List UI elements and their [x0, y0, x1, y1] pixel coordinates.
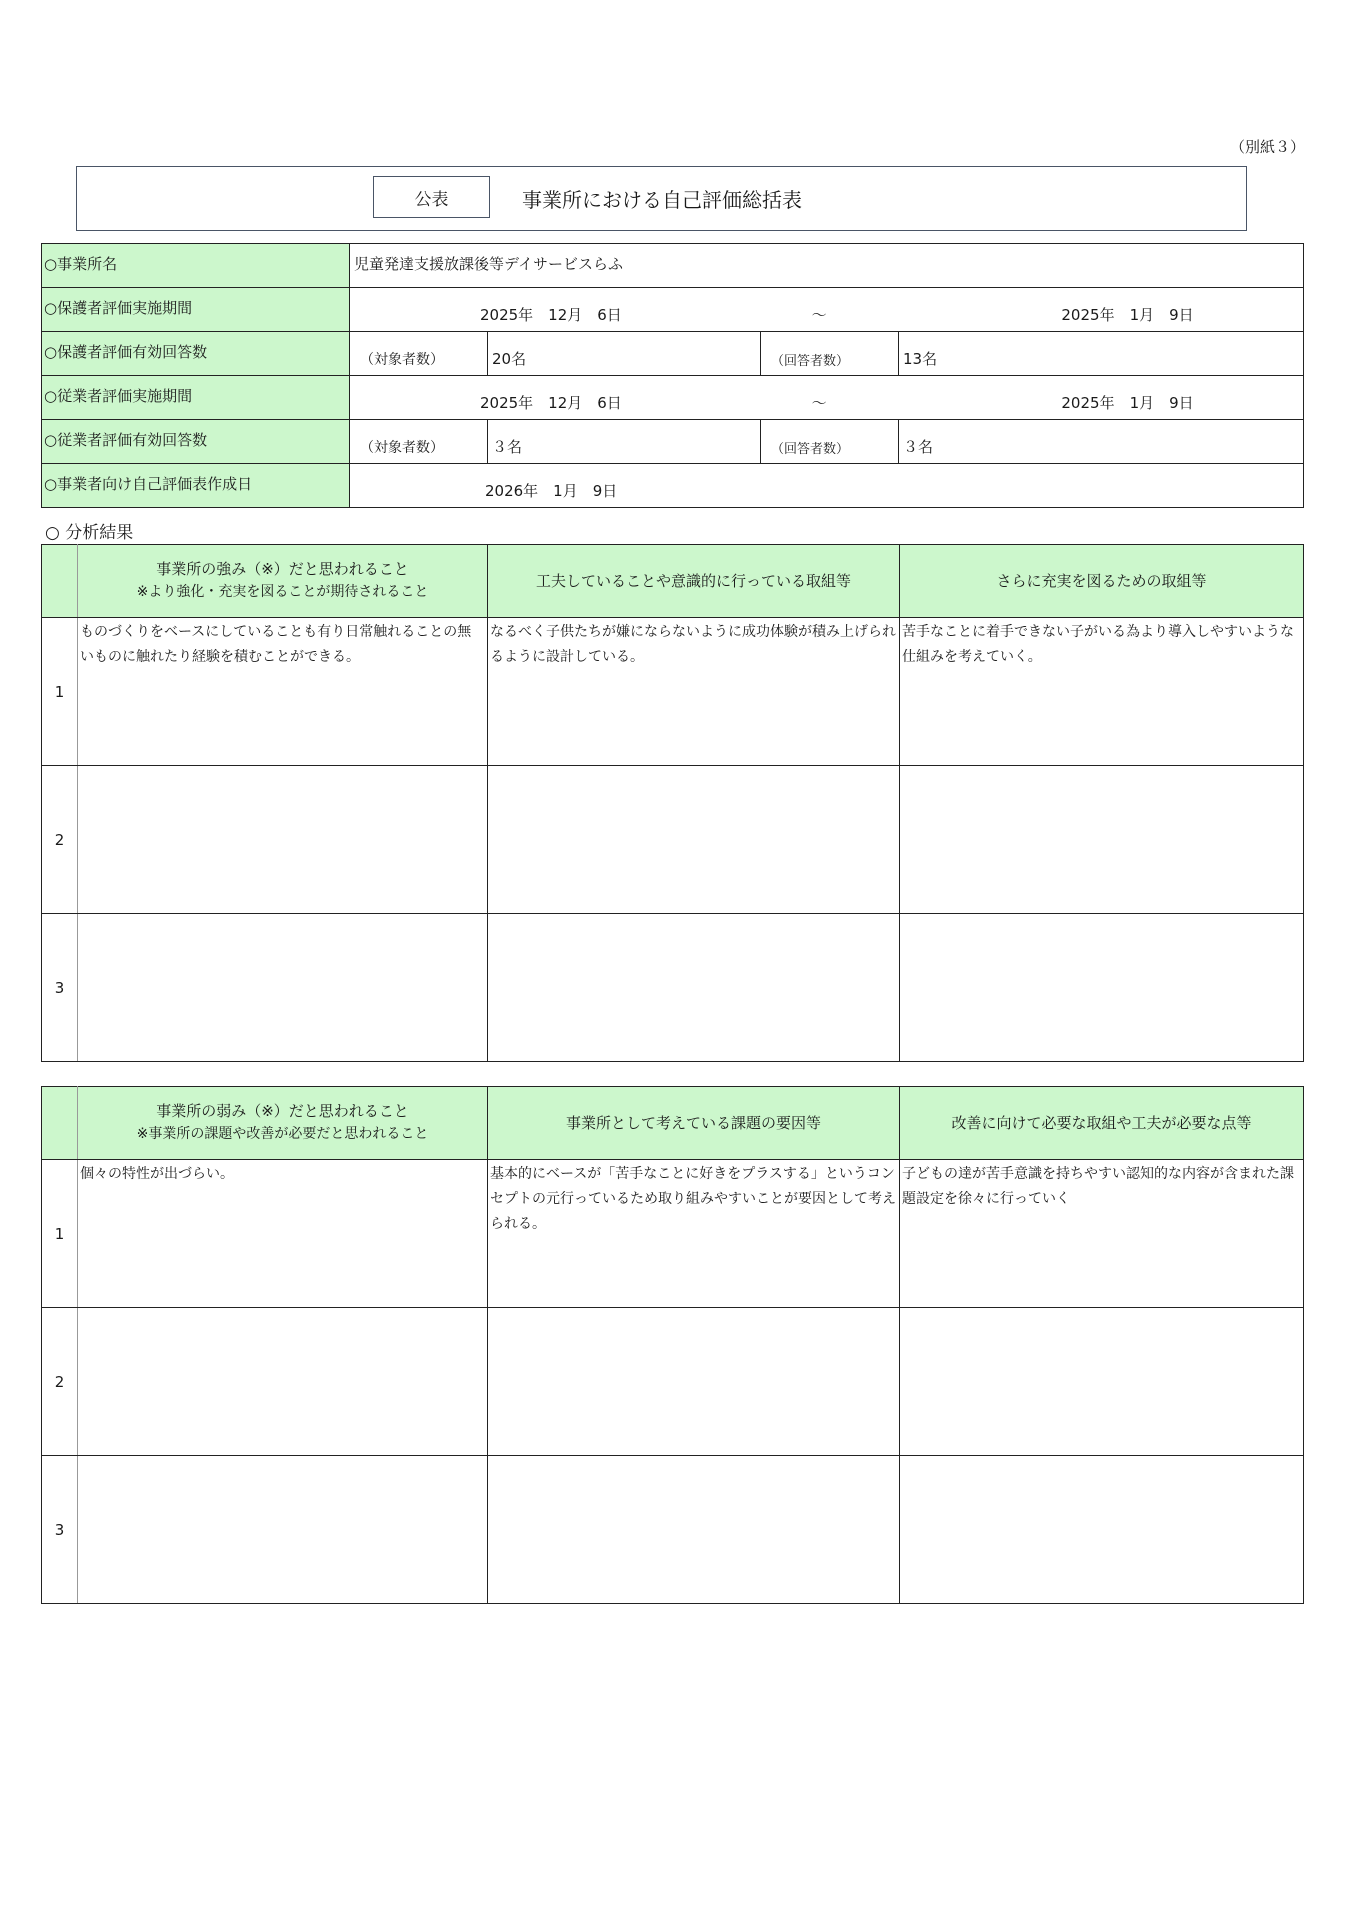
staff-responses-label: ○従業者評価有効回答数 [42, 420, 350, 464]
guardian-respondent-label: （回答者数） [761, 332, 899, 376]
staff-target-label: （対象者数） [350, 420, 488, 464]
staff-period-separator: ～ [811, 394, 827, 412]
table-row [42, 618, 1304, 766]
staff-period-start: 2025年 12月 6日 [480, 394, 622, 412]
weaknesses-table [41, 1086, 1304, 1604]
strengths-header-1-sub: ※より強化・充実を図ることが期待されること [136, 584, 429, 600]
guardian-responses-label: ○保護者評価有効回答数 [42, 332, 350, 376]
info-row-staff-period [42, 376, 1304, 420]
table-cell [900, 1308, 1304, 1456]
table-row [42, 766, 1304, 914]
table-cell [78, 1456, 488, 1604]
table-row [42, 1160, 1304, 1308]
info-table [41, 243, 1304, 508]
table-cell [900, 1456, 1304, 1604]
row-number: 1 [42, 1160, 78, 1308]
row-number: 2 [42, 766, 78, 914]
guardian-period-end: 2025年 1月 9日 [1061, 306, 1194, 324]
table-cell [900, 914, 1304, 1062]
weaknesses-header-1-sub: ※事業所の課題や改善が必要だと思われること [136, 1126, 429, 1142]
table-cell [78, 914, 488, 1062]
table-cell [78, 766, 488, 914]
page-title: 事業所における自己評価総括表 [522, 188, 802, 212]
guardian-target-value: 20名 [488, 332, 761, 376]
table-row [42, 1456, 1304, 1604]
info-row-created-date [42, 464, 1304, 508]
strengths-header-3: さらに充実を図るための取組等 [900, 545, 1304, 618]
header-number-cell [42, 545, 78, 618]
weaknesses-header-2: 事業所として考えている課題の要因等 [488, 1087, 900, 1160]
staff-respondent-label: （回答者数） [761, 420, 899, 464]
office-name-label: ○事業所名 [42, 244, 350, 288]
staff-target-value: ３名 [488, 420, 761, 464]
weaknesses-header-3: 改善に向けて必要な取組や工夫が必要な点等 [900, 1087, 1304, 1160]
analysis-section-label: ○ 分析結果 [45, 523, 134, 543]
guardian-respondent-value: 13名 [899, 332, 1304, 376]
table-cell [488, 1308, 900, 1456]
staff-period-label: ○従業者評価実施期間 [42, 376, 350, 420]
weaknesses-header-1-main: 事業所の弱み（※）だと思われること [156, 1102, 409, 1120]
table-row [42, 1308, 1304, 1456]
created-date-label: ○事業者向け自己評価表作成日 [42, 464, 350, 508]
annex-label: （別紙３） [1230, 138, 1306, 156]
table-cell: 個々の特性が出づらい。 [78, 1160, 488, 1308]
table-cell [488, 914, 900, 1062]
strengths-header-row [42, 545, 1304, 618]
guardian-target-label: （対象者数） [350, 332, 488, 376]
weaknesses-header-1 [78, 1087, 488, 1160]
staff-respondent-value: ３名 [899, 420, 1304, 464]
row-number: 3 [42, 1456, 78, 1604]
strengths-header-1-main: 事業所の強み（※）だと思われること [156, 560, 409, 578]
office-name-value: 児童発達支援放課後等デイサービスらふ [350, 244, 1304, 288]
table-cell [900, 766, 1304, 914]
table-cell [78, 1308, 488, 1456]
row-number: 2 [42, 1308, 78, 1456]
table-cell [488, 1456, 900, 1604]
weaknesses-header-row [42, 1087, 1304, 1160]
table-cell [488, 766, 900, 914]
guardian-period-label: ○保護者評価実施期間 [42, 288, 350, 332]
staff-period-end: 2025年 1月 9日 [1061, 394, 1194, 412]
guardian-period-start: 2025年 12月 6日 [480, 306, 622, 324]
info-row-guardian-period [42, 288, 1304, 332]
strengths-table [41, 544, 1304, 1062]
info-row-guardian-responses [42, 332, 1304, 376]
info-row-office-name [42, 244, 1304, 288]
row-number: 3 [42, 914, 78, 1062]
table-cell: 苦手なことに着手できない子がいる為より導入しやすいような仕組みを考えていく。 [900, 618, 1304, 766]
strengths-header-1 [78, 545, 488, 618]
row-number: 1 [42, 618, 78, 766]
created-date-value: 2026年 1月 9日 [485, 482, 618, 500]
table-cell: なるべく子供たちが嫌にならないように成功体験が積み上げられるように設計している。 [488, 618, 900, 766]
table-cell: 子どもの達が苦手意識を持ちやすい認知的な内容が含まれた課題設定を徐々に行っていく [900, 1160, 1304, 1308]
header-number-cell [42, 1087, 78, 1160]
table-row [42, 914, 1304, 1062]
strengths-header-2: 工夫していることや意識的に行っている取組等 [488, 545, 900, 618]
table-cell: ものづくりをベースにしていることも有り日常触れることの無いものに触れたり経験を積むことができる。 [78, 618, 488, 766]
info-row-staff-responses [42, 420, 1304, 464]
public-badge: 公表 [373, 176, 490, 218]
table-cell: 基本的にベースが「苦手なことに好きをプラスする」というコンセプトの元行っているため取り組みやすいことが要因として考えられる。 [488, 1160, 900, 1308]
guardian-period-separator: ～ [811, 306, 827, 324]
